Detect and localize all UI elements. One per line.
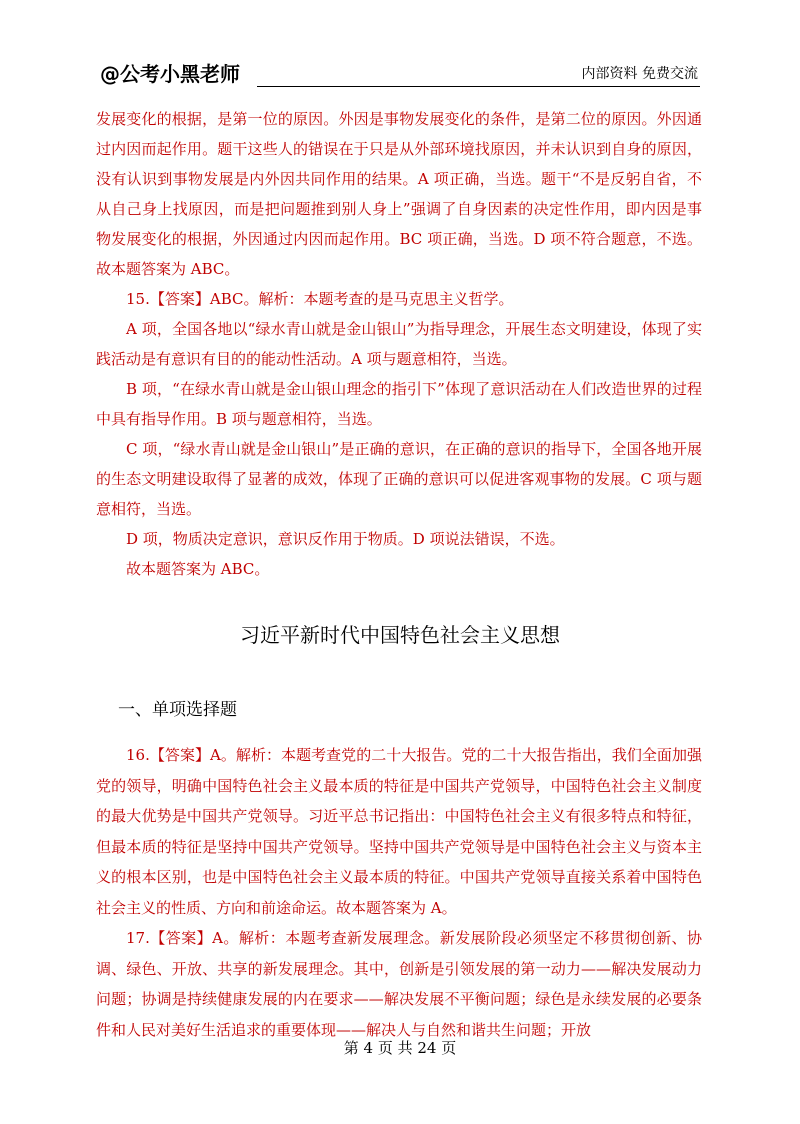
section-title: 习近平新时代中国特色社会主义思想 bbox=[240, 623, 560, 647]
page-header bbox=[100, 60, 700, 88]
paragraph: C 项，“绿水青山就是金山银山”是正确的意识，在正确的意识的指导下，全国各地开展的生态文明建设取得了显著的成效，体现了正确的意识可以促进客观事物的发展。C 项与题意相符，当选。 bbox=[96, 440, 702, 518]
paragraph: 15.【答案】ABC。解析：本题考查的是马克思主义哲学。 bbox=[126, 290, 514, 308]
paragraph: B 项，“在绿水青山就是金山银山理念的指引下”体现了意识活动在人们改造世界的过程中具有指导作用。B 项与题意相符，当选。 bbox=[96, 380, 702, 428]
paragraph: A 项，全国各地以“绿水青山就是金山银山”为指导理念，开展生态文明建设，体现了实践活动是有意识有目的的能动性活动。A 项与题意相符，当选。 bbox=[96, 320, 702, 368]
paragraph: 故本题答案为 ABC。 bbox=[126, 560, 270, 578]
paragraph: 发展变化的根据，是第一位的原因。外因是事物发展变化的条件，是第二位的原因。外因通过内因而起作用。题干这些人的错误在于只是从外部环境找原因，并未认识到自身的原因，没有认识到事物发展是内外因共同作用的结果。A 项正确，当选。题干“不是反躬自省，不从自己身上找原因，而是把问题推到别人身上”强调了自身因素的决定性作用，即内因是事物发展变化的根据，外因通过内因而起作用。BC 项正确，当选。D 项不符合题意，不选。故本题答案为 ABC。 bbox=[96, 110, 702, 278]
answer-block-1 bbox=[96, 104, 702, 584]
header-rule bbox=[257, 86, 700, 87]
page-number: 第 4 页 共 24 页 bbox=[343, 1039, 457, 1057]
paragraph: 16.【答案】A。解析：本题考查党的二十大报告。党的二十大报告指出，我们全面加强党的领导，明确中国特色社会主义最本质的特征是中国共产党领导，中国特色社会主义制度的最大优势是中国共产党领导。习近平总书记指出：中国特色社会主义有很多特点和特征，但最本质的特征是坚持中国共产党领导。坚持中国共产党领导是中国特色社会主义与资本主义的根本区别，也是中国特色社会主义最本质的特征。中国共产党领导直接关系着中国特色社会主义的性质、方向和前途命运。故本题答案为 A。 bbox=[96, 746, 702, 917]
paragraph: D 项，物质决定意识，意识反作用于物质。D 项说法错误，不选。 bbox=[126, 530, 565, 548]
answer-block-2 bbox=[96, 740, 702, 1045]
header-author: @公考小黑老师 bbox=[100, 62, 240, 86]
paragraph: 17.【答案】A。解析：本题考查新发展理念。新发展阶段必须坚定不移贯彻创新、协调、绿色、开放、共享的新发展理念。其中，创新是引领发展的第一动力——解决发展动力问题；协调是持续健康发展的内在要求——解决发展不平衡问题；绿色是永续发展的必要条件和人民对美好生活追求的重要体现——解决人与自然和谐共生问题；开放 bbox=[96, 929, 702, 1039]
sub-section-title: 一、单项选择题 bbox=[118, 700, 237, 720]
header-note: 内部资料 免费交流 bbox=[581, 66, 698, 82]
